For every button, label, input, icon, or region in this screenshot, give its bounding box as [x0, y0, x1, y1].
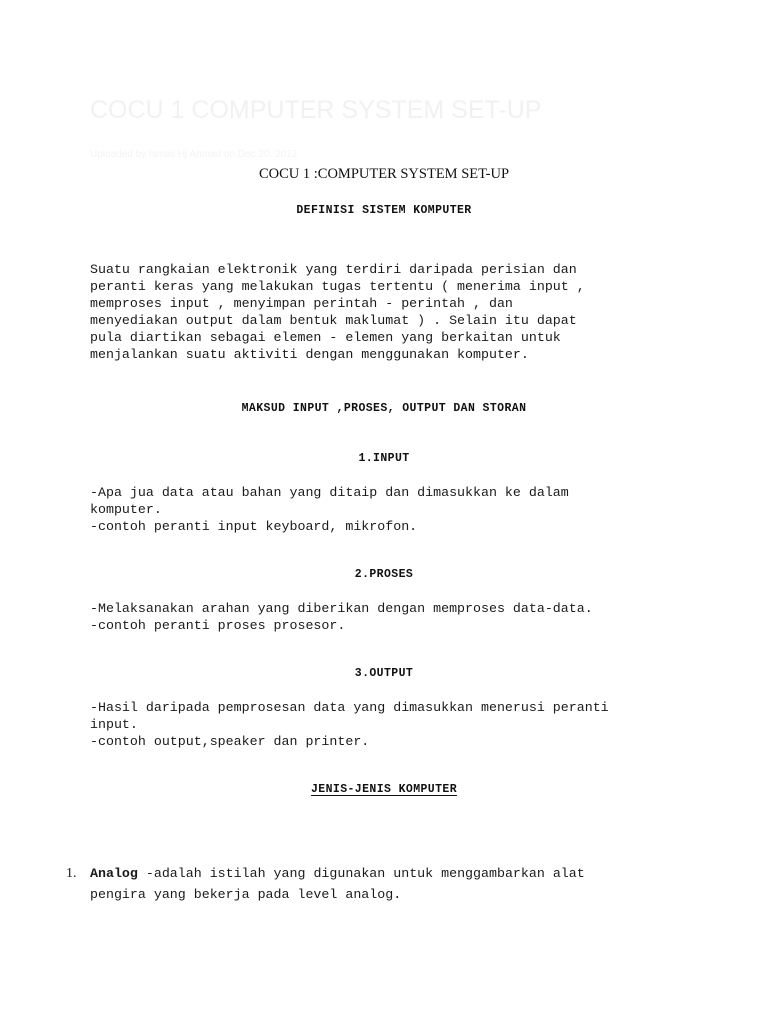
proses-paragraph — [90, 600, 690, 634]
paragraph-line: menyediakan output dalam bentuk maklumat ) . Selain itu dapat — [90, 313, 577, 328]
paragraph-line: memproses input , menyimpan perintah - perintah , dan — [90, 296, 513, 311]
list-line: pengira yang bekerja pada level analog. — [90, 887, 402, 902]
heading-proses: 2.PROSES — [354, 568, 414, 581]
heading-maksud: MAKSUD INPUT ,PROSES, OUTPUT DAN STORAN — [241, 402, 527, 415]
heading-jenis — [0, 783, 768, 796]
input-paragraph — [90, 484, 690, 535]
list-number: 1. — [66, 866, 77, 881]
paragraph-line: -contoh output,speaker dan printer. — [90, 734, 370, 749]
paragraph-line: -contoh peranti proses prosesor. — [90, 618, 346, 633]
heading-definisi: DEFINISI SISTEM KOMPUTER — [296, 204, 472, 217]
definition-paragraph — [90, 261, 690, 363]
paragraph-line: Suatu rangkaian elektronik yang terdiri daripada perisian dan — [90, 262, 577, 277]
watermark-subtitle: Uploaded by Ismail Hj Ahmad on Dec 20, 2012 — [90, 149, 298, 160]
paragraph-line: peranti keras yang melakukan tugas tertentu ( menerima input , — [90, 279, 585, 294]
list-body — [90, 863, 585, 905]
paragraph-line: -Hasil daripada pemprosesan data yang dimasukkan menerusi peranti — [90, 700, 609, 715]
paragraph-line: menjalankan suatu aktiviti dengan menggunakan komputer. — [90, 347, 529, 362]
list-term: Analog — [90, 866, 138, 881]
paragraph-line: input. — [90, 717, 138, 732]
paragraph-line: komputer. — [90, 502, 162, 517]
paragraph-line: -contoh peranti input keyboard, mikrofon. — [90, 519, 418, 534]
heading-jenis-text: JENIS-JENIS KOMPUTER — [310, 783, 458, 796]
heading-input: 1.INPUT — [358, 452, 410, 465]
list-line: -adalah istilah yang digunakan untuk menggambarkan alat — [137, 866, 585, 881]
paragraph-line: -Melaksanakan arahan yang diberikan dengan memproses data-data. — [90, 601, 593, 616]
paragraph-line: -Apa jua data atau bahan yang ditaip dan dimasukkan ke dalam — [90, 485, 569, 500]
output-paragraph — [90, 699, 690, 750]
watermark-title: COCU 1 COMPUTER SYSTEM SET-UP — [90, 96, 542, 124]
document-title: COCU 1 :COMPUTER SYSTEM SET-UP — [258, 166, 510, 182]
paragraph-line: pula diartikan sebagai elemen - elemen yang berkaitan untuk — [90, 330, 561, 345]
heading-output: 3.OUTPUT — [354, 667, 414, 680]
